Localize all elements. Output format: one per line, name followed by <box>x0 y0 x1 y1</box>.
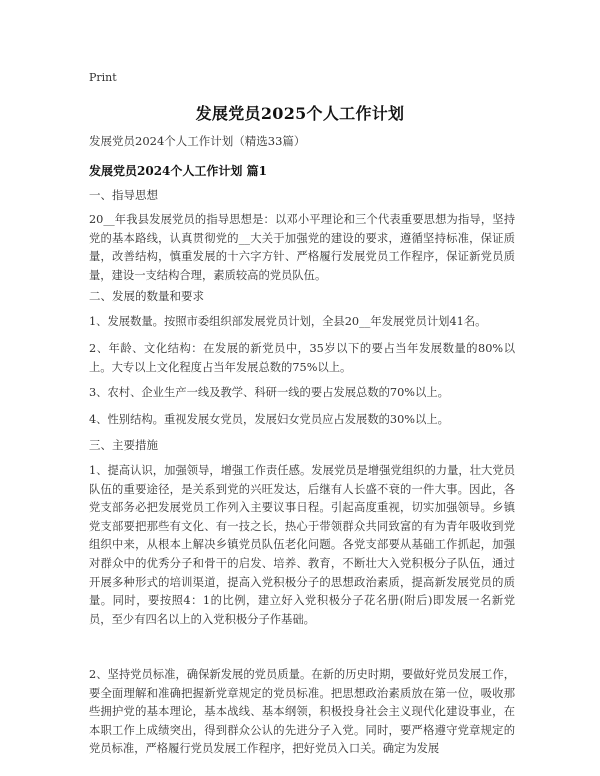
paragraph-quantity: 1、发展数量。按照市委组织部发展党员计划，全县20__年发展党员计划41名。 <box>89 315 487 328</box>
document-subtitle: 发展党员2024个人工作计划（精选33篇） <box>89 134 306 148</box>
print-label[interactable]: Print <box>89 71 117 84</box>
paragraph-age-education: 2、年龄、文化结构：在发展的新党员中，35岁以下的要占当年发展数量的80%以上。大专以上文化程度占当年发展总数的75%以上。 <box>89 342 515 374</box>
paragraph-measure-2: 2、坚持党员标准，确保新发展的党员质量。在新的历史时期，要做好党员发展工作，要全面理解和准确把握新党章规定的党员标准。把思想政治素质放在第一位，吸收那些拥护党的基本理论，基本战线、基本纲领，积极投身社会主义现代化建设事业，在本职工作上成绩突出，得到群众公认的先进分子入党。同时，要严格遵守党章规定的党员标准，严格履行党员发展工作程序，把好党员入口关。确定为发展 <box>89 668 515 756</box>
document-title: 发展党员2025个人工作计划 <box>195 104 405 123</box>
heading-guiding-ideology: 一、指导思想 <box>89 188 158 202</box>
paragraph-gender: 4、性别结构。重视发展女党员，发展妇女党员应占发展数的30%以上。 <box>89 413 449 426</box>
paragraph-guiding-ideology: 20__年我县发展党员的指导思想是：以邓小平理论和三个代表重要思想为指导，坚持党的基本路线，认真贯彻党的__大关于加强党的建设的要求，遵循坚持标准，保证质量，改善结构，慎重发展的十六字方针、严格履行发展党员工作程序，保证新党员质量，建设一支结构合理，素质较高的党员队伍。 <box>89 213 515 282</box>
paragraph-measure-1: 1、提高认识，加强领导，增强工作责任感。发展党员是增强党组织的力量，壮大党员队伍的重要途径，是关系到党的兴旺发达，后继有人长盛不衰的一件大事。因此，各党支部务必把发展党员工作列入主要议事日程。引起高度重视，切实加强领导。乡镇党支部要把那些有文化、有一技之长，热心于带领群众共同致富的有为青年吸收到党组织中来，从根本上解决乡镇党员队伍老化问题。各党支部要从基础工作抓起，加强对群众中的优秀分子和骨干的启发、培养、教育，不断壮大入党积极分子队伍，通过开展多种形式的培训渠道，提高入党积极分子的思想政治素质，提高新发展党员的质量。同时，要按照4：1的比例，建立好入党积极分子花名册(附后)即发展一名新党员，至少有四名以上的入党积极分子作基础。 <box>89 464 515 626</box>
heading-quantity-requirements: 二、发展的数量和要求 <box>89 289 204 303</box>
section-title: 发展党员2024个人工作计划 篇1 <box>89 164 267 178</box>
paragraph-frontline: 3、农村、企业生产一线及教学、科研一线的要占发展总数的70%以上。 <box>89 386 449 399</box>
heading-main-measures: 三、主要措施 <box>89 438 158 452</box>
